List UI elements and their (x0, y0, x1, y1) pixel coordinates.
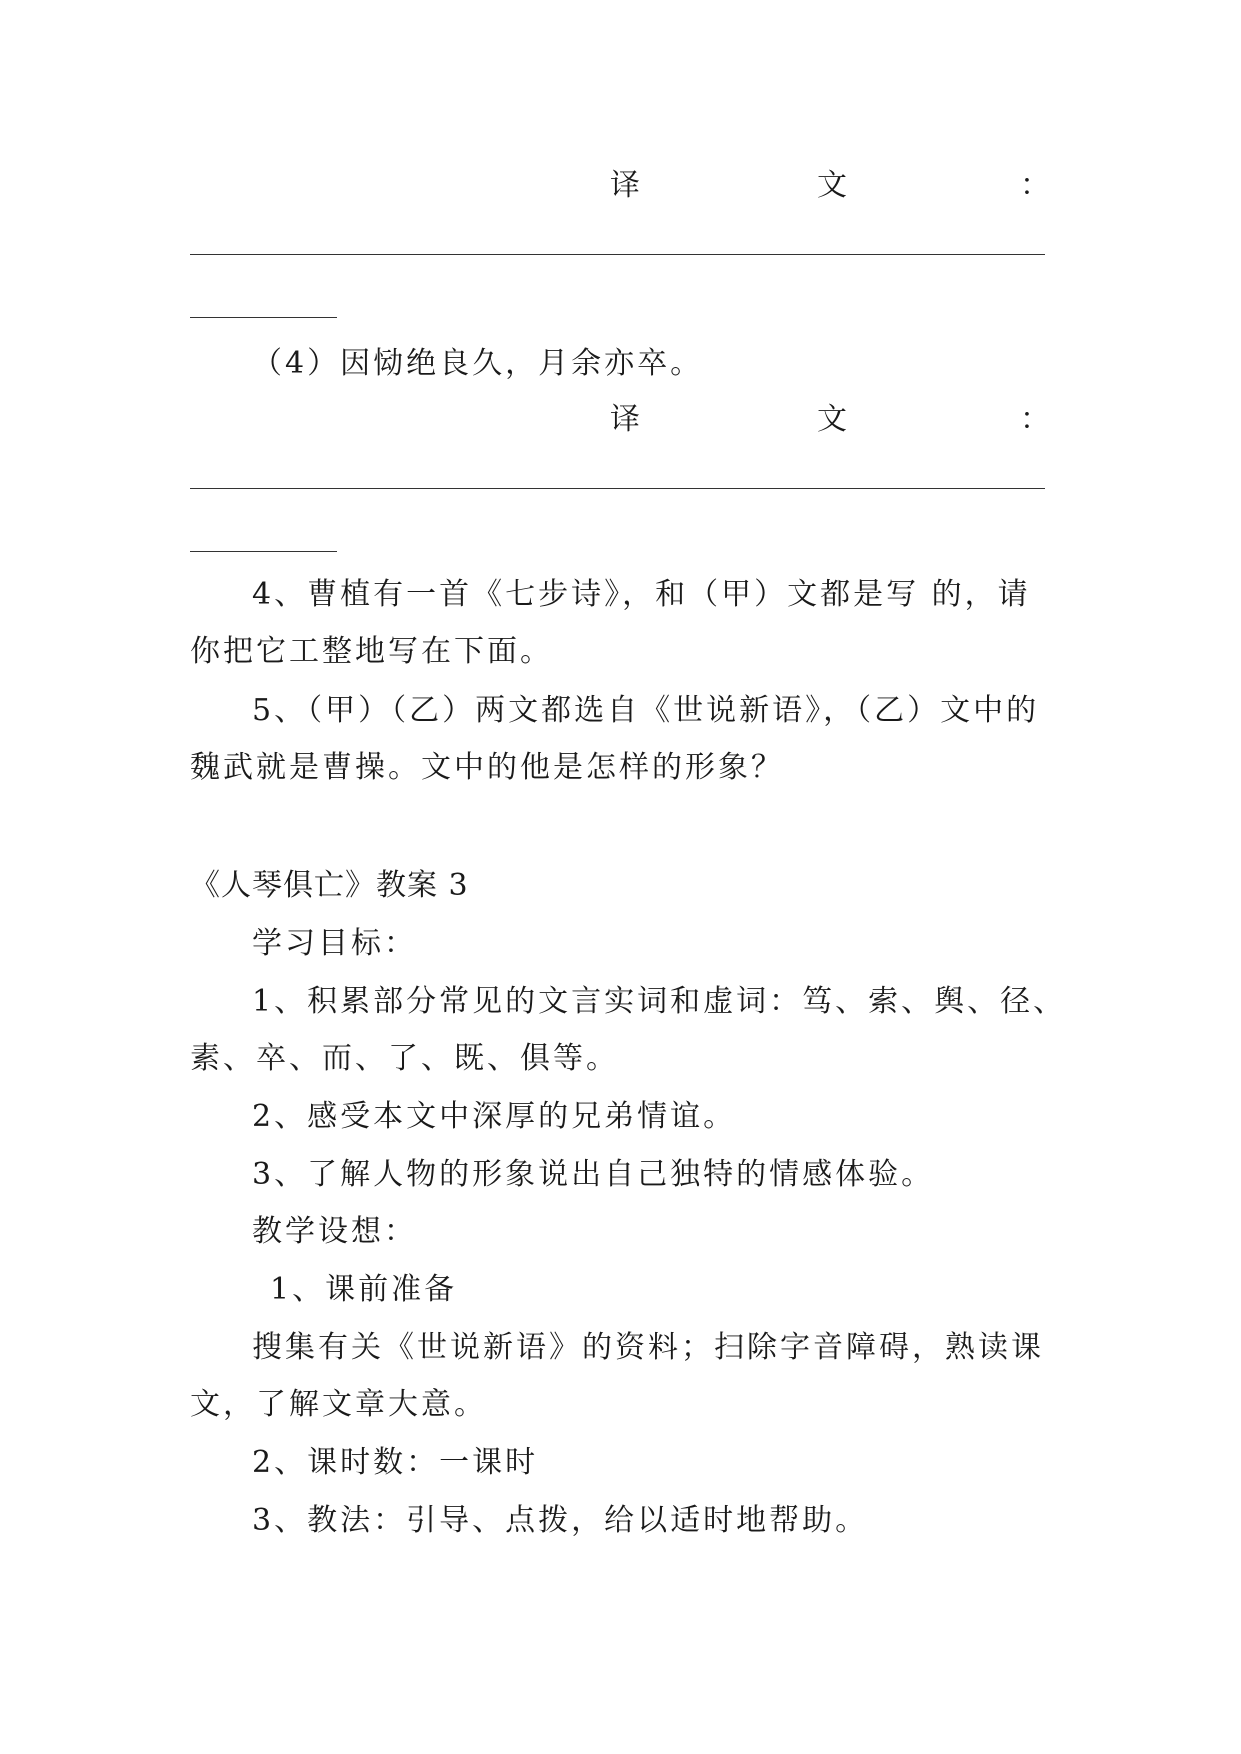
design-heading: 教学设想： (252, 1214, 417, 1249)
translation-label-char1: 译 (610, 402, 640, 437)
lesson-plan-title: 《人琴俱亡》教案 3 (190, 868, 469, 903)
objective-2: 2、感受本文中深厚的兄弟情谊。 (252, 1099, 737, 1134)
translation-label-colon: ： (1020, 402, 1050, 437)
question-4-line-1: 4、曹植有一首《七步诗》，和（甲）文都是写 的，请 (252, 577, 1031, 612)
objectives-heading: 学习目标： (252, 926, 417, 961)
question-5-line-1: 5、（甲）（乙）两文都选自《世说新语》，（乙）文中的 (252, 693, 1040, 728)
objective-1-line-2: 素、卒、而、了、既、俱等。 (190, 1041, 619, 1076)
translation-label-char2: 文 (817, 168, 847, 203)
question-5-line-2: 魏武就是曹操。文中的他是怎样的形象？ (190, 750, 784, 785)
objective-1-line-1: 1、积累部分常见的文言实词和虚词：笃、索、舆、径、 (252, 984, 1067, 1019)
answer-line-long-2 (190, 488, 1045, 489)
translation-label-char2: 文 (817, 402, 847, 437)
design-item-1: 1、课前准备 (270, 1272, 458, 1307)
design-item-2: 2、课时数：一课时 (252, 1445, 539, 1480)
design-item-3: 3、教法：引导、点拨，给以适时地帮助。 (252, 1503, 869, 1538)
item-4-sentence: （4）因恸绝良久，月余亦卒。 (252, 346, 704, 381)
question-4-line-2: 你把它工整地写在下面。 (190, 634, 553, 669)
answer-line-short-1 (190, 317, 337, 318)
translation-label-row-1 (190, 166, 1050, 206)
design-item-1-detail-line-2: 文，了解文章大意。 (190, 1387, 487, 1422)
objective-3: 3、了解人物的形象说出自己独特的情感体验。 (252, 1157, 935, 1192)
translation-label-colon: ： (1020, 168, 1050, 203)
design-item-1-detail-line-1: 搜集有关《世说新语》的资料；扫除字音障碍，熟读课 (252, 1330, 1044, 1365)
translation-label-char1: 译 (610, 168, 640, 203)
answer-line-short-2 (190, 551, 337, 552)
answer-line-long-1 (190, 254, 1045, 255)
translation-label-row-2 (190, 400, 1050, 440)
